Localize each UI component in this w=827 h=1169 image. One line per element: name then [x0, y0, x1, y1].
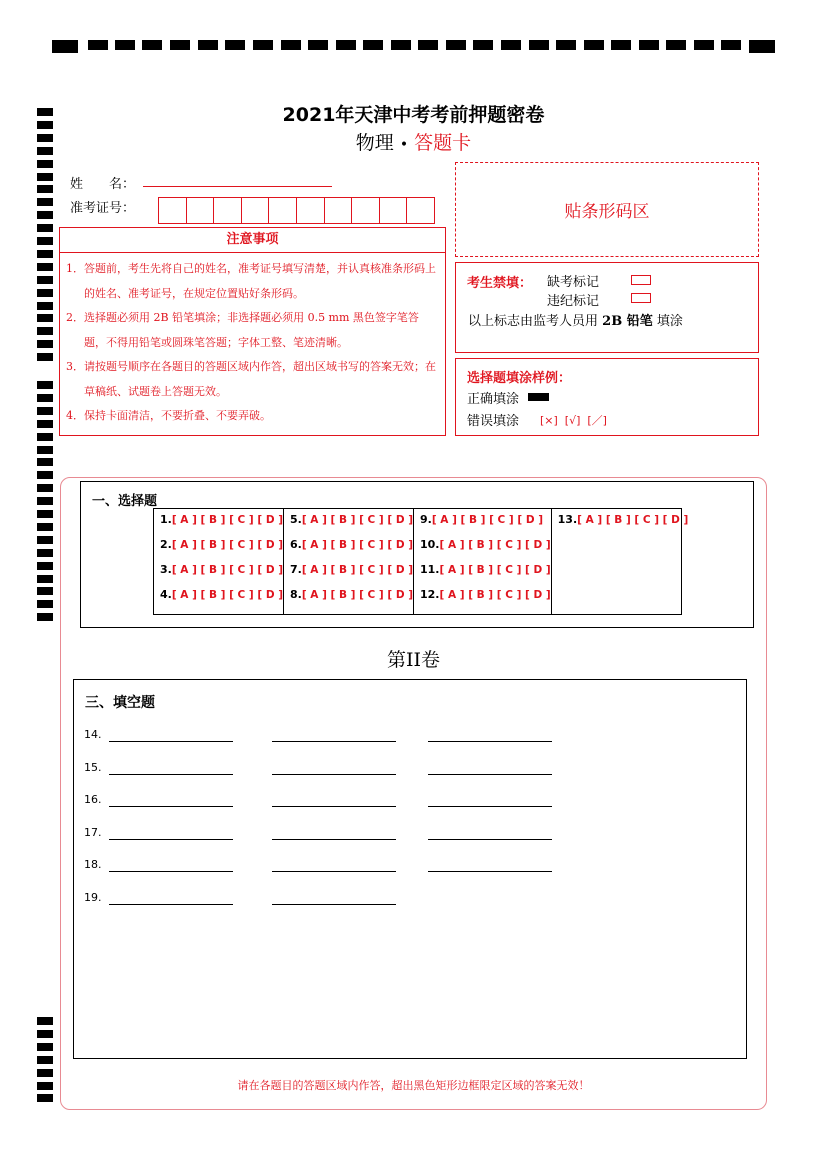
answer-blank[interactable]: [272, 904, 396, 905]
choice-question[interactable]: [420, 538, 551, 563]
choice-column: [414, 509, 552, 614]
timing-mark: [170, 40, 190, 50]
timing-mark: [308, 40, 328, 50]
answer-options[interactable]: [ A ] [ B ] [ C ] [ D ]: [171, 539, 283, 551]
timing-mark: [37, 276, 53, 284]
answer-blank[interactable]: [272, 806, 396, 807]
question-number: 1.: [160, 513, 172, 526]
timing-mark: [37, 381, 53, 389]
choice-grid: [153, 508, 689, 615]
violation-label: 违纪标记: [547, 294, 600, 309]
correct-label: 正确填涂: [467, 392, 520, 407]
sample-box: [455, 358, 759, 436]
timing-mark: [37, 1017, 53, 1025]
absent-label: 缺考标记: [547, 275, 600, 290]
timing-mark: [198, 40, 218, 50]
choice-column: [552, 509, 689, 614]
question-number: 12.: [420, 588, 440, 601]
timing-mark: [37, 613, 53, 621]
notice-item: 2．选择题必须用 2B 铅笔填涂；非选择题必须用 0.5 mm 黑色签字笔答题，不得用铅笔或圆珠笔答题；字体工整、笔迹清晰。: [66, 311, 419, 349]
question-number: 8.: [290, 588, 302, 601]
timing-mark: [37, 587, 53, 595]
notice-item: 3．请按题号顺序在各题目的答题区域内作答，超出区域书写的答案无效；在草稿纸、试题卷上答题无效。: [66, 360, 436, 398]
answer-blank[interactable]: [109, 871, 233, 872]
timing-mark: [37, 237, 53, 245]
part2-title: 第II卷: [386, 649, 440, 671]
timing-mark: [88, 40, 108, 50]
timing-mark: [639, 40, 659, 50]
timing-mark: [37, 173, 53, 181]
timing-mark: [37, 302, 53, 310]
timing-mark: [37, 250, 53, 258]
barcode-label: 贴条形码区: [564, 202, 650, 222]
timing-mark: [37, 549, 53, 557]
choice-question[interactable]: [290, 563, 413, 588]
answer-options[interactable]: [ A ] [ B ] [ C ] [ D ]: [301, 589, 413, 601]
fill-question-number: 17.: [84, 825, 102, 839]
choice-question[interactable]: [420, 563, 551, 588]
forbid-note-pre: 以上标志由监考人员用: [468, 314, 599, 329]
subject: 物理: [355, 132, 394, 154]
timing-mark: [529, 40, 549, 50]
choice-question[interactable]: [558, 513, 689, 538]
violation-mark-box[interactable]: [631, 293, 651, 303]
timing-mark: [37, 1069, 53, 1077]
answer-blank[interactable]: [428, 871, 552, 872]
question-number: 2.: [160, 538, 172, 551]
answer-blank[interactable]: [428, 806, 552, 807]
answer-blank[interactable]: [428, 741, 552, 742]
question-number: 10.: [420, 538, 440, 551]
page-subtitle: [0, 128, 827, 155]
choice-title: 一、选择题: [92, 494, 158, 509]
timing-mark: [37, 340, 53, 348]
wrong-label: 错误填涂: [467, 414, 520, 429]
timing-mark: [37, 471, 53, 479]
question-number: 11.: [420, 563, 440, 576]
correct-fill-sample: [528, 393, 549, 401]
answer-options[interactable]: [ A ] [ B ] [ C ] [ D ]: [439, 539, 551, 551]
timing-mark: [37, 353, 53, 361]
wrong-marks: [×] [√] [／]: [540, 414, 607, 427]
timing-mark: [37, 407, 53, 415]
answer-options[interactable]: [ A ] [ B ] [ C ] [ D ]: [301, 539, 413, 551]
question-number: 7.: [290, 563, 302, 576]
question-number: 4.: [160, 588, 172, 601]
timing-mark: [37, 562, 53, 570]
answer-options[interactable]: [ A ] [ B ] [ C ] [ D ]: [301, 564, 413, 576]
answer-blank[interactable]: [109, 839, 233, 840]
timing-mark: [253, 40, 273, 50]
question-number: 9.: [420, 513, 432, 526]
timing-mark: [281, 40, 301, 50]
timing-mark: [694, 40, 714, 50]
notice-item: 1．答题前，考生先将自己的姓名，准考证号填写清楚，并认真核准条形码上的姓名、准考证号，在规定位置贴好条形码。: [66, 262, 436, 300]
fill-question-number: 15.: [84, 760, 102, 774]
question-number: 6.: [290, 538, 302, 551]
timing-mark: [556, 40, 576, 50]
fill-question-number: 18.: [84, 858, 102, 871]
timing-mark: [115, 40, 135, 50]
answer-options[interactable]: [ A ] [ B ] [ C ] [ D ]: [171, 564, 283, 576]
timing-mark: [749, 40, 775, 53]
timing-mark: [37, 394, 53, 402]
choice-column: [154, 509, 284, 614]
choice-question[interactable]: [160, 588, 283, 613]
forbid-note: [468, 310, 683, 329]
answer-blank[interactable]: [272, 774, 396, 775]
top-timing-marks: [52, 40, 775, 53]
answer-blank[interactable]: [272, 741, 396, 742]
absent-mark-box[interactable]: [631, 275, 651, 285]
timing-mark: [37, 314, 53, 322]
timing-mark: [37, 536, 53, 544]
timing-mark: [37, 1056, 53, 1064]
answer-blank[interactable]: [272, 839, 396, 840]
name-label: 姓 名：: [70, 177, 136, 192]
dot-separator: •: [399, 137, 409, 153]
timing-mark: [721, 40, 741, 50]
choice-column: [284, 509, 414, 614]
timing-mark: [37, 433, 53, 441]
fill-question-number: 19.: [84, 890, 102, 904]
page-title: 2021年天津中考考前押题密卷: [282, 104, 545, 126]
answer-blank[interactable]: [109, 904, 233, 905]
id-label: 准考证号：: [70, 201, 136, 216]
timing-mark: [37, 446, 53, 454]
question-number: 3.: [160, 563, 172, 576]
choice-question[interactable]: [160, 538, 283, 563]
timing-mark: [391, 40, 411, 50]
timing-mark: [37, 1094, 53, 1102]
timing-mark: [37, 510, 53, 518]
timing-mark: [37, 185, 53, 193]
barcode-area: [455, 162, 759, 257]
answer-options[interactable]: [ A ] [ B ] [ C ] [ D ]: [439, 564, 551, 576]
forbid-title: 考生禁填：: [467, 276, 533, 291]
answer-options[interactable]: [ A ] [ B ] [ C ] [ D ]: [439, 589, 551, 601]
forbid-note-post: 填涂: [656, 314, 683, 329]
forbid-note-bold: 2B 铅笔: [602, 314, 653, 329]
forbid-box: [455, 262, 759, 353]
choice-question[interactable]: [160, 513, 283, 538]
timing-mark: [37, 600, 53, 608]
timing-mark: [473, 40, 493, 50]
choice-question[interactable]: [420, 513, 551, 538]
choice-question[interactable]: [290, 513, 413, 538]
answer-blank[interactable]: [109, 741, 233, 742]
answer-options[interactable]: [ A ] [ B ] [ C ] [ D ]: [171, 514, 283, 526]
notice-item: 4．保持卡面清洁，不要折叠、不要弄破。: [66, 409, 271, 422]
timing-mark: [37, 1043, 53, 1051]
notice-box: [59, 227, 446, 436]
exam-id-field[interactable]: [158, 197, 435, 224]
answer-options[interactable]: [ A ] [ B ] [ C ] [ D ]: [301, 514, 413, 526]
timing-mark: [37, 263, 53, 271]
timing-mark: [37, 211, 53, 219]
fill-question-number: 14.: [84, 728, 102, 741]
timing-mark: [37, 523, 53, 531]
name-field[interactable]: [143, 186, 332, 187]
footer-warning: 请在各题目的答题区域内作答，超出黑色矩形边框限定区域的答案无效！: [237, 1079, 590, 1092]
answer-options[interactable]: [ A ] [ B ] [ C ] [ D ]: [171, 589, 283, 601]
timing-mark: [37, 420, 53, 428]
timing-mark: [37, 327, 53, 335]
answer-blank[interactable]: [428, 839, 552, 840]
timing-mark: [37, 224, 53, 232]
card-label: 答题卡: [414, 132, 472, 154]
timing-mark: [37, 1030, 53, 1038]
answer-blank[interactable]: [109, 806, 233, 807]
question-number: 5.: [290, 513, 302, 526]
timing-mark: [418, 40, 438, 50]
answer-options[interactable]: [ A ] [ B ] [ C ] [ D ]: [431, 514, 543, 526]
timing-mark: [501, 40, 521, 50]
timing-mark: [666, 40, 686, 50]
fill-title: 三、填空题: [85, 695, 155, 711]
choice-question[interactable]: [290, 538, 413, 563]
question-number: 13.: [557, 513, 578, 526]
timing-mark: [446, 40, 466, 50]
notice-title: 注意事项: [60, 228, 445, 253]
timing-mark: [363, 40, 383, 50]
timing-mark: [142, 40, 162, 50]
fill-question-number: 16.: [84, 793, 102, 806]
answer-blank[interactable]: [428, 774, 552, 775]
timing-mark: [37, 575, 53, 583]
timing-mark: [52, 40, 78, 53]
timing-mark: [225, 40, 245, 50]
answer-blank[interactable]: [272, 871, 396, 872]
timing-mark: [37, 497, 53, 505]
answer-blank[interactable]: [109, 774, 233, 775]
timing-mark: [37, 198, 53, 206]
answer-options[interactable]: [ A ] [ B ] [ C ] [ D ]: [577, 514, 689, 526]
choice-question[interactable]: [420, 588, 551, 613]
choice-question[interactable]: [160, 563, 283, 588]
timing-mark: [37, 160, 53, 168]
sample-title: 选择题填涂样例：: [467, 371, 572, 386]
timing-mark: [37, 289, 53, 297]
timing-mark: [37, 484, 53, 492]
timing-mark: [611, 40, 631, 50]
timing-mark: [37, 458, 53, 466]
choice-question[interactable]: [290, 588, 413, 613]
fill-section: [73, 679, 747, 1059]
timing-mark: [584, 40, 604, 50]
timing-mark: [336, 40, 356, 50]
